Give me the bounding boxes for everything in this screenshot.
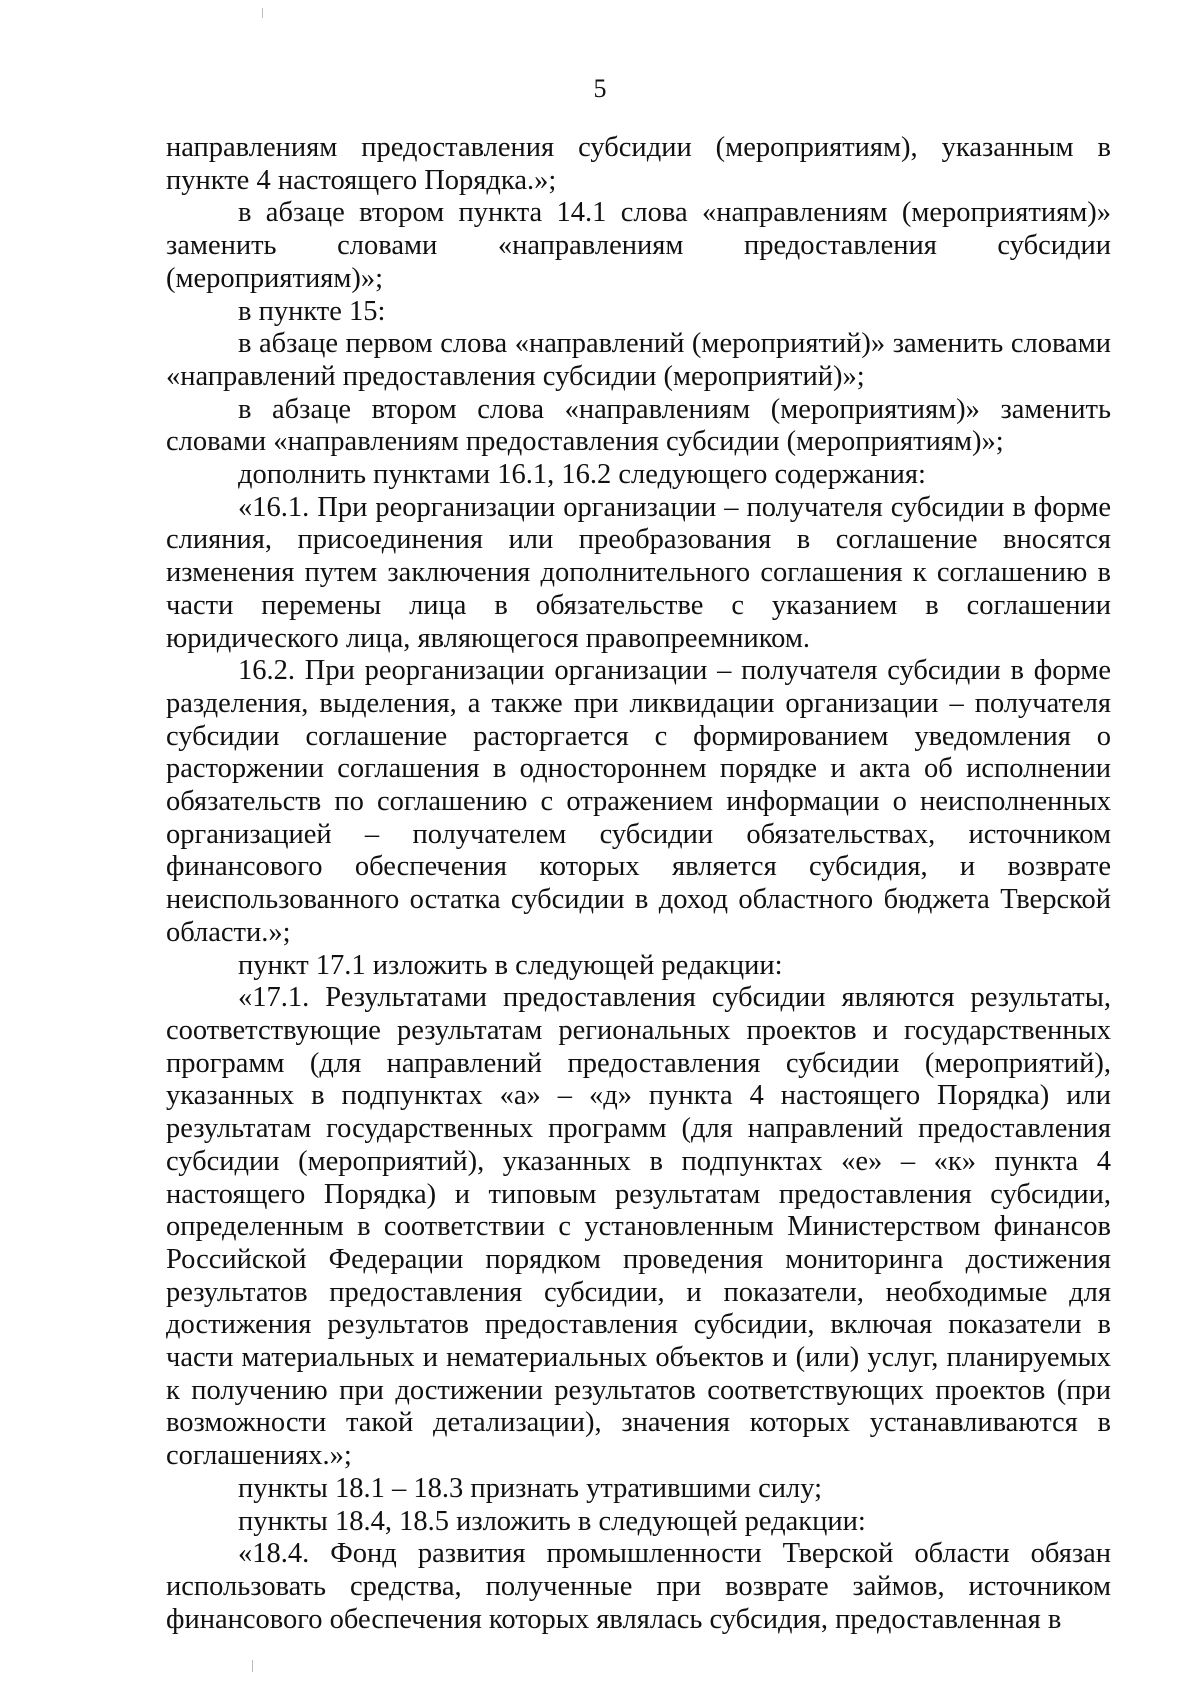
paragraph: «18.4. Фонд развития промышленности Тверской области обязан использовать средства, полученные при возврате займов, источником финансового обеспечения которых являлась субсидия, предоставленная в	[166, 1538, 1111, 1635]
paragraph: «16.1. При реорганизации организации – получателя субсидии в форме слияния, присоединения или преобразования в соглашение вносятся изменения путем заключения дополнительного соглашения к соглашению в части перемены лица в обязательстве с указанием в соглашении юридического лица, являющегося правопреемником.	[166, 491, 1111, 654]
paragraph: в абзаце первом слова «направлений (мероприятий)» заменить словами «направлений предоставления субсидии (мероприятий)»;	[166, 328, 1111, 392]
scan-mark-top	[262, 8, 263, 18]
paragraph: направлениям предоставления субсидии (мероприятиям), указанным в пункте 4 настоящего Порядка.»;	[166, 132, 1111, 196]
paragraph: в пункте 15:	[238, 295, 386, 327]
paragraph: пункты 18.1 – 18.3 признать утратившими силу;	[238, 1472, 822, 1504]
paragraph: в абзаце втором пункта 14.1 слова «направлениям (мероприятиям)» заменить словами «направлениям предоставления субсидии (мероприятиям)»;	[166, 197, 1111, 294]
scan-mark-bottom	[252, 1660, 253, 1672]
paragraph: пункт 17.1 изложить в следующей редакции:	[238, 949, 783, 981]
paragraph: в абзаце втором слова «направлениям (мероприятиям)» заменить словами «направлениям предоставления субсидии (мероприятиям)»;	[166, 393, 1111, 458]
page-number: 5	[593, 74, 607, 103]
paragraph: 16.2. При реорганизации организации – получателя субсидии в форме разделения, выделения, а также при ликвидации организации – получателя субсидии соглашение расторгается с формированием уведомления о расторжении соглашения в одностороннем порядке и акта об исполнении обязательств по соглашению с отражением информации о неисполненных организацией – получателем субсидии обязательствах, источником финансового обеспечения которых является субсидия, и возврате неиспользованного остатка субсидии в доход областного бюджета Тверской области.»;	[166, 655, 1111, 948]
paragraph: пункты 18.4, 18.5 изложить в следующей редакции:	[238, 1505, 866, 1537]
document-body	[166, 132, 1111, 1636]
paragraph: «17.1. Результатами предоставления субсидии являются результаты, соответствующие результатам региональных проектов и государственных программ (для направлений предоставления субсидии (мероприятий), указанных в подпунктах «а» – «д» пункта 4 настоящего Порядка) или результатам государственных программ (для направлений предоставления субсидии (мероприятий), указанных в подпунктах «е» – «к» пункта 4 настоящего Порядка) и типовым результатам предоставления субсидии, определенным в соответствии с установленным Министерством финансов Российской Федерации порядком проведения мониторинга достижения результатов предоставления субсидии, и показатели, необходимые для достижения результатов предоставления субсидии, включая показатели в части материальных и нематериальных объектов и (или) услуг, планируемых к получению при достижении результатов соответствующих проектов (при возможности такой детализации), значения которых устанавливаются в соглашениях.»;	[166, 982, 1111, 1472]
paragraph: дополнить пунктами 16.1, 16.2 следующего содержания:	[238, 459, 926, 491]
